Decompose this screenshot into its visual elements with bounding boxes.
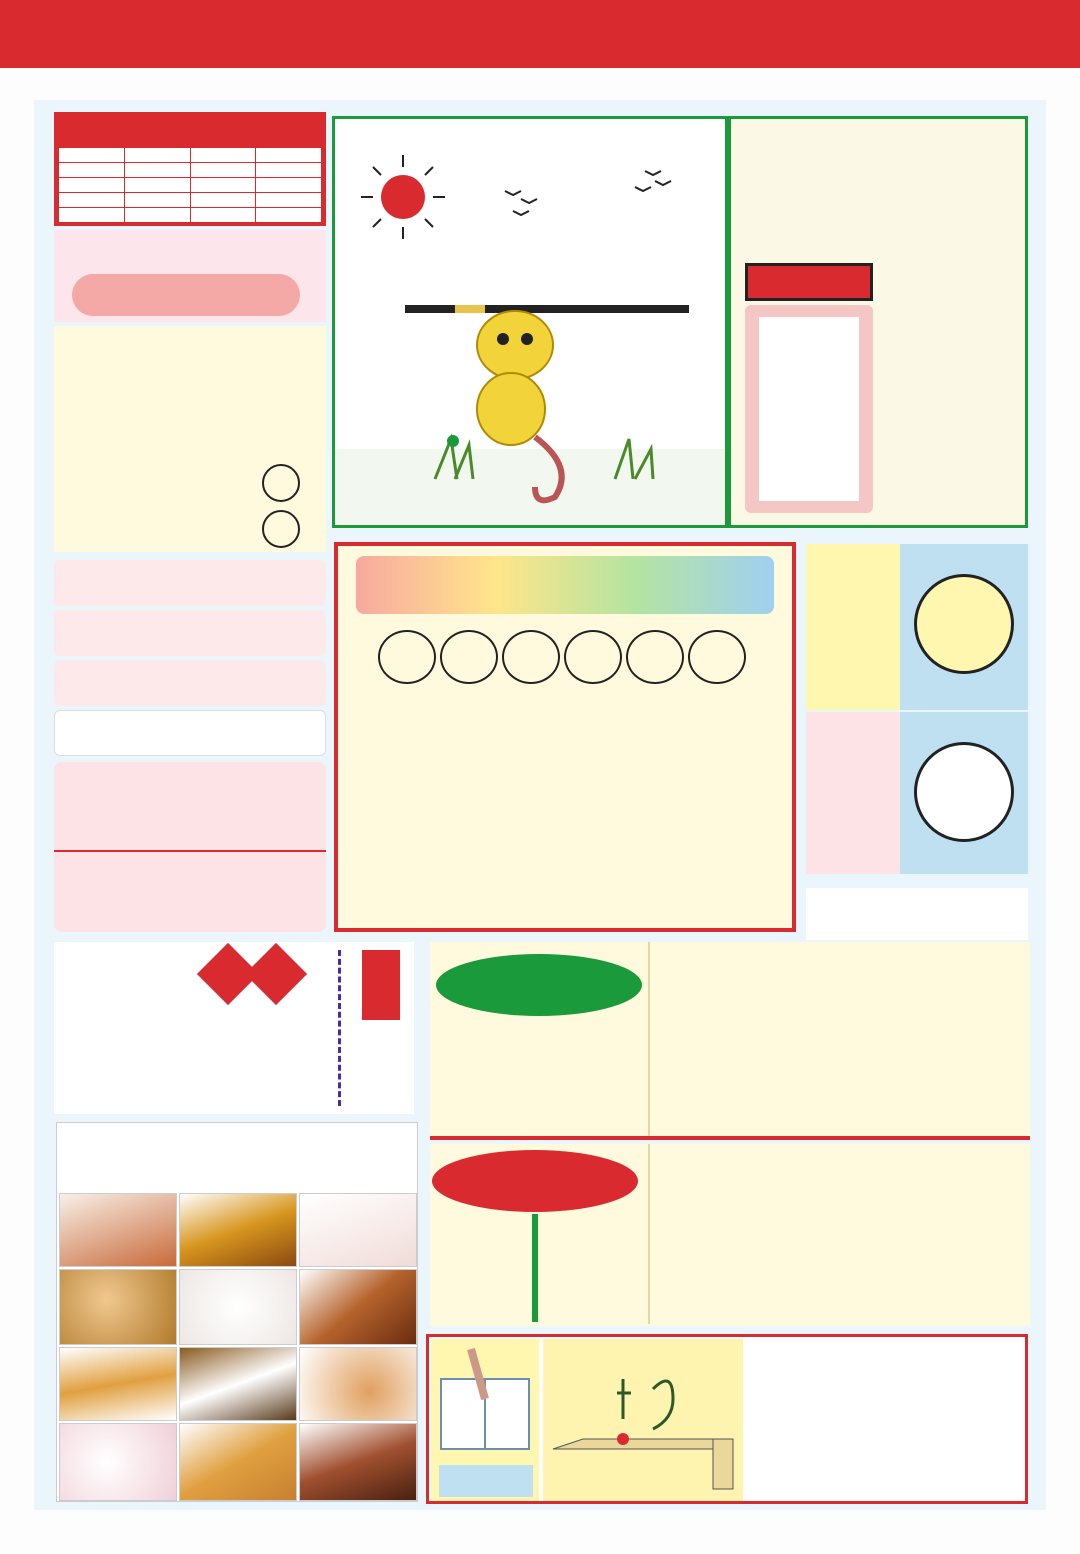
table-title	[58, 116, 322, 132]
table-cell	[256, 163, 322, 178]
table-cell	[59, 193, 125, 208]
table-header	[190, 133, 256, 148]
table-cell	[190, 163, 256, 178]
puzzle-tile	[299, 1193, 417, 1267]
table-cell	[190, 178, 256, 193]
count-label-bg	[806, 712, 900, 874]
special-ball	[262, 510, 300, 548]
total-panel	[430, 942, 1030, 1140]
puzzle-tile	[59, 1269, 177, 1345]
analysis-ball	[378, 630, 436, 684]
table-cell	[124, 178, 190, 193]
table-cell	[59, 178, 125, 193]
analysis-ball	[440, 630, 498, 684]
contribution-panel	[54, 762, 326, 932]
poem-panel	[54, 942, 414, 1114]
table-header	[256, 133, 322, 148]
special-open-panel	[430, 1144, 1030, 1326]
monkey-illustration	[332, 116, 728, 528]
count-panel-b	[806, 712, 1028, 874]
puzzle-tile	[59, 1347, 177, 1421]
analysis-ball	[688, 630, 746, 684]
poem-divider	[338, 950, 341, 1106]
page-footer	[0, 1510, 1080, 1554]
table-grid	[58, 132, 322, 223]
total-badge	[436, 954, 642, 1016]
puzzle-tile	[179, 1423, 297, 1501]
special-ball	[262, 464, 300, 502]
count-panel-a	[806, 544, 1028, 710]
table-cell	[59, 208, 125, 223]
table-cell	[190, 193, 256, 208]
table-cell	[256, 193, 322, 208]
poem-tag-bg	[245, 943, 307, 1005]
scroll	[745, 305, 873, 513]
table-drawing	[543, 1339, 743, 1501]
table-cell	[124, 148, 190, 163]
border-strip-left	[0, 100, 34, 1510]
scroll-text	[759, 317, 859, 501]
puzzle-tile	[179, 1269, 297, 1345]
lucky-special-row	[54, 560, 326, 606]
table-row	[59, 163, 322, 178]
puzzle-tile	[59, 1423, 177, 1501]
hot-number-table	[54, 112, 326, 226]
count-number	[914, 742, 1014, 842]
analysis-balls	[378, 630, 746, 684]
table-cell	[124, 193, 190, 208]
book-illustration	[431, 1339, 539, 1501]
table-row	[59, 178, 322, 193]
table-cell	[124, 208, 190, 223]
special-code-panel	[54, 326, 326, 552]
table-cell	[256, 178, 322, 193]
zodiac-puzzle	[56, 1122, 418, 1502]
lucky-color-row	[54, 660, 326, 706]
table-cell	[59, 163, 125, 178]
book-icon	[431, 1339, 539, 1459]
table-row	[59, 208, 322, 223]
table-cell	[124, 163, 190, 178]
special-open-badge	[432, 1150, 638, 1212]
hot-cold-panel	[54, 230, 326, 322]
liuhe-logo-panel	[728, 116, 1028, 528]
table-cell	[59, 148, 125, 163]
table-row	[59, 148, 322, 163]
analysis-banner	[356, 556, 774, 614]
divider	[648, 942, 650, 1136]
table-header	[59, 133, 125, 148]
puzzle-tile	[59, 1193, 177, 1267]
painting-label	[439, 1465, 533, 1497]
count-number	[914, 574, 1014, 674]
scroll-title	[745, 263, 873, 301]
puzzle-tile	[299, 1347, 417, 1421]
count-label-bg	[806, 544, 900, 710]
table-cell	[190, 208, 256, 223]
table-header	[124, 133, 190, 148]
analysis-ball	[564, 630, 622, 684]
divider	[648, 1144, 650, 1324]
table-cell	[256, 148, 322, 163]
riddle-panel	[806, 888, 1028, 940]
lucky-range-row	[54, 710, 326, 756]
puzzle-tile	[299, 1269, 417, 1345]
painting-drawing	[543, 1339, 743, 1501]
page-header	[0, 0, 1080, 68]
border-strip-top	[0, 68, 1080, 100]
puzzle-tile	[179, 1193, 297, 1267]
analysis-ball	[502, 630, 560, 684]
divider	[54, 850, 326, 852]
puzzle-tile	[179, 1347, 297, 1421]
monkey-drawing	[335, 119, 725, 525]
puzzle-tile	[299, 1423, 417, 1501]
table-row	[59, 193, 322, 208]
table-cell	[190, 148, 256, 163]
table-cell	[256, 208, 322, 223]
poem-side-tag	[362, 950, 400, 1020]
computer-analysis-panel	[334, 542, 796, 932]
analysis-ball	[626, 630, 684, 684]
painting-panel	[426, 1334, 1028, 1504]
divider	[532, 1214, 538, 1322]
border-strip-right	[1046, 100, 1080, 1510]
lucky-zodiac-row	[54, 610, 326, 656]
hot-cold-oval	[72, 274, 300, 316]
